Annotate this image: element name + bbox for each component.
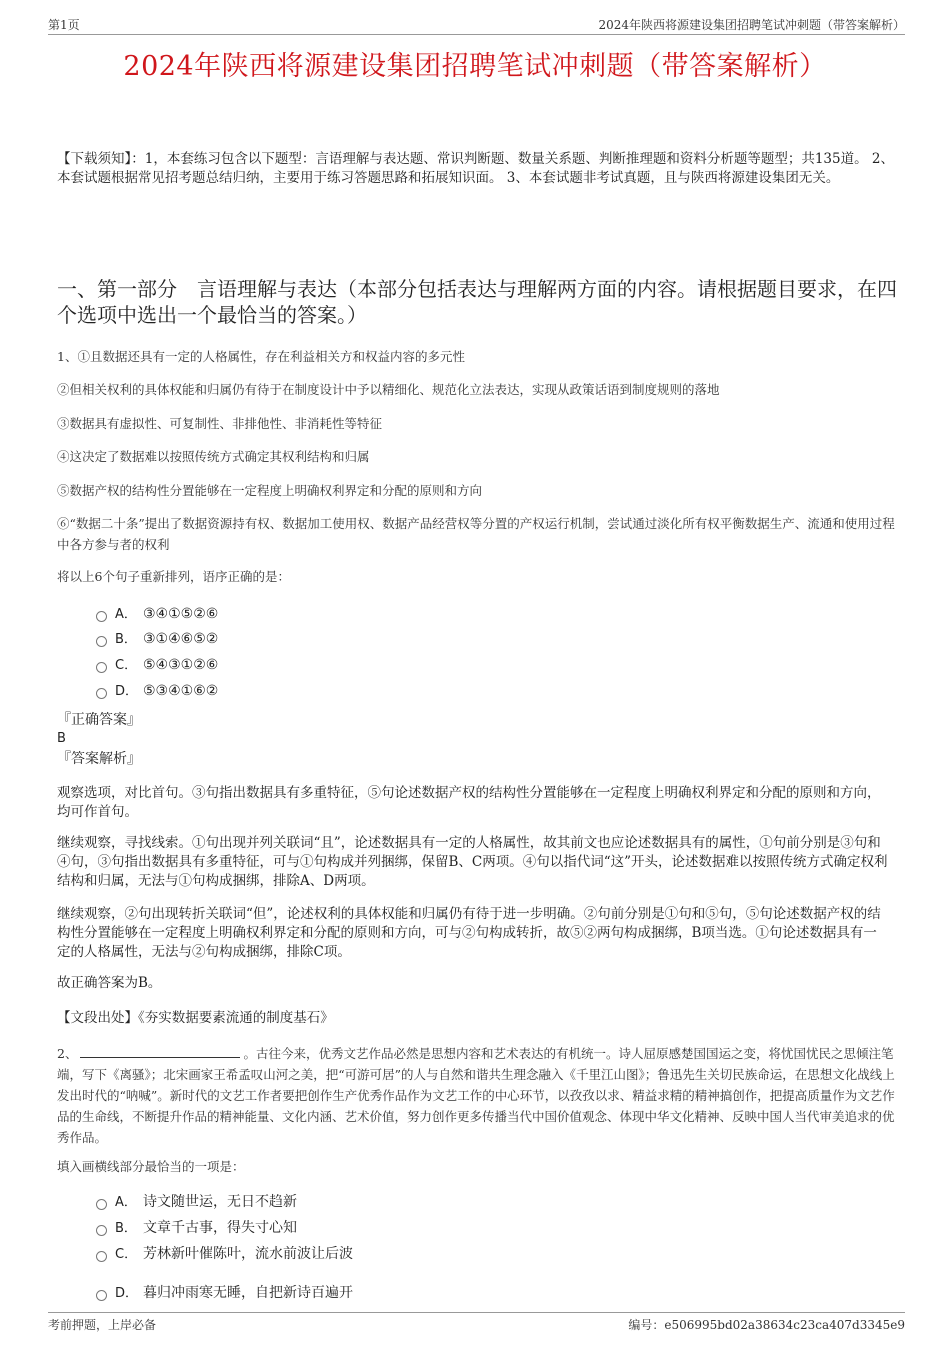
analysis-conclusion: 故正确答案为B。 <box>57 975 162 991</box>
q1-sentence-6: ⑥“数据二十条”提出了数据资源持有权、数据加工使用权、数据产品经营权等分置的产权运行机制，尝试通过淡化所有权平衡数据生产、流通和使用过程中各方参与者的权利 <box>57 516 895 552</box>
q2-option-d[interactable]: D． 暮归冲雨寒无睡，自把新诗百遍开 <box>96 1282 353 1304</box>
q2-option-c[interactable]: C． 芳林新叶催陈叶，流水前波让后波 <box>96 1243 353 1265</box>
q2-prompt: 填入画横线部分最恰当的一项是： <box>57 1159 245 1174</box>
q1-option-a[interactable]: A． ③④①⑤②⑥ <box>96 603 218 625</box>
q1-option-c[interactable]: C． ⑤④③①②⑥ <box>96 654 218 676</box>
q2-stem: 2、 。古往今来，优秀文艺作品必然是思想内容和艺术表达的有机统一。诗人屈原感楚国国运之变，将忧国忧民之思倾注笔端，写下《离骚》；北宋画家王希孟叹山河之美，把“可游可居”的人与自然和谐共生理念融入《千里江山图》；鲁迅先生关切民族命运，在思想文化战线上发出时代的“呐喊”。新时代的文艺工作者要把创作生产优秀作品作为文艺工作的中心环节，以孜孜以求、精益求精的精神搞创作，把提高质量作为文艺作品的生命线，不断提升作品的精神能量、文化内涵、艺术价值，努力创作更多传播当代中国价值观念、体现中华文化精神、反映中国人当代审美追求的优秀作品。 <box>57 1046 895 1145</box>
q1-sentence-3: ③数据具有虚拟性、可复制性、非排他性、非消耗性等特征 <box>57 416 383 431</box>
analysis-paragraph-1: 观察选项，对比首句。③句指出数据具有多重特征，⑤句论述数据产权的结构性分置能够在一定程度上明确权利界定和分配的原则和方向，均可作首句。 <box>57 785 881 820</box>
radio-icon[interactable] <box>96 688 107 699</box>
footer-slogan: 考前押题，上岸必备 <box>48 1318 157 1332</box>
source-note: 【文段出处】《夯实数据要素流通的制度基石》 <box>57 1010 334 1026</box>
radio-icon[interactable] <box>96 1290 107 1301</box>
q1-sentence-4: ④这决定了数据难以按照传统方式确定其权利结构和归属 <box>57 449 370 464</box>
q1-sentence-5: ⑤数据产权的结构性分置能够在一定程度上明确权利界定和分配的原则和方向 <box>57 483 483 498</box>
correct-answer: B <box>57 731 66 746</box>
q1-sentence-2: ②但相关权利的具体权能和归属仍有待于在制度设计中予以精细化、规范化立法表达，实现从政策话语到制度规则的落地 <box>57 382 720 397</box>
q1-option-d[interactable]: D． ⑤③④①⑥② <box>96 680 218 702</box>
page-header <box>48 14 905 35</box>
analysis-label: 『答案解析』 <box>57 751 141 767</box>
correct-answer-label: 『正确答案』 <box>57 712 141 728</box>
radio-icon[interactable] <box>96 636 107 647</box>
q1-option-b[interactable]: B． ③①④⑥⑤② <box>96 628 218 650</box>
q1-sentence-1: 1、①且数据还具有一定的人格属性，存在利益相关方和权益内容的多元性 <box>57 349 465 364</box>
analysis-paragraph-2: 继续观察，寻找线索。①句出现并列关联词“且”，论述数据具有一定的人格属性，故其前文也应论述数据具有的属性，①句前分别是③句和④句，③句指出数据具有多重特征，可与①句构成并列捆绑，保留B、C两项。④句以指代词“这”开头，论述数据难以按照传统方式确定权利结构和归属，无法与①句构成捆绑，排除A、D两项。 <box>57 835 888 889</box>
q2-option-a[interactable]: A． 诗文随世运，无日不趋新 <box>96 1191 297 1213</box>
page-number: 第1页 <box>48 18 80 32</box>
download-notice: 【下载须知】：1，本套练习包含以下题型：言语理解与表达题、常识判断题、数量关系题、判断推理题和资料分析题等题型；共135道。 2、本套试题根据常见招考题总结归纳，主要用于练习答题思路和拓展知识面。 3、本套试题非考试真题，且与陕西将源建设集团无关。 <box>57 151 894 186</box>
q2-option-b[interactable]: B． 文章千古事，得失寸心知 <box>96 1217 297 1239</box>
q1-prompt: 将以上6个句子重新排列，语序正确的是： <box>57 569 290 584</box>
section-heading: 一、第一部分 言语理解与表达（本部分包括表达与理解两方面的内容。请根据题目要求，在四个选项中选出一个最恰当的答案。） <box>57 277 897 327</box>
fill-blank <box>80 1045 240 1058</box>
header-doc-title: 2024年陕西将源建设集团招聘笔试冲刺题（带答案解析） <box>598 18 905 32</box>
radio-icon[interactable] <box>96 611 107 622</box>
radio-icon[interactable] <box>96 1199 107 1210</box>
radio-icon[interactable] <box>96 662 107 673</box>
analysis-paragraph-3: 继续观察，②句出现转折关联词“但”，论述权利的具体权能和归属仍有待于进一步明确。②句前分别是①句和⑤句，⑤句论述数据产权的结构性分置能够在一定程度上明确权利界定和分配的原则和方向，可与②句构成转折，故⑤②两句构成捆绑，B项当选。①句论述数据具有一定的人格属性，无法与②句构成捆绑，排除C项。 <box>57 906 881 960</box>
radio-icon[interactable] <box>96 1225 107 1236</box>
radio-icon[interactable] <box>96 1251 107 1262</box>
page-title: 2024年陕西将源建设集团招聘笔试冲刺题（带答案解析） <box>123 51 827 82</box>
page-footer <box>48 1312 905 1331</box>
footer-code: 编号：e506995bd02a38634c23ca407d3345e9 <box>628 1318 905 1332</box>
